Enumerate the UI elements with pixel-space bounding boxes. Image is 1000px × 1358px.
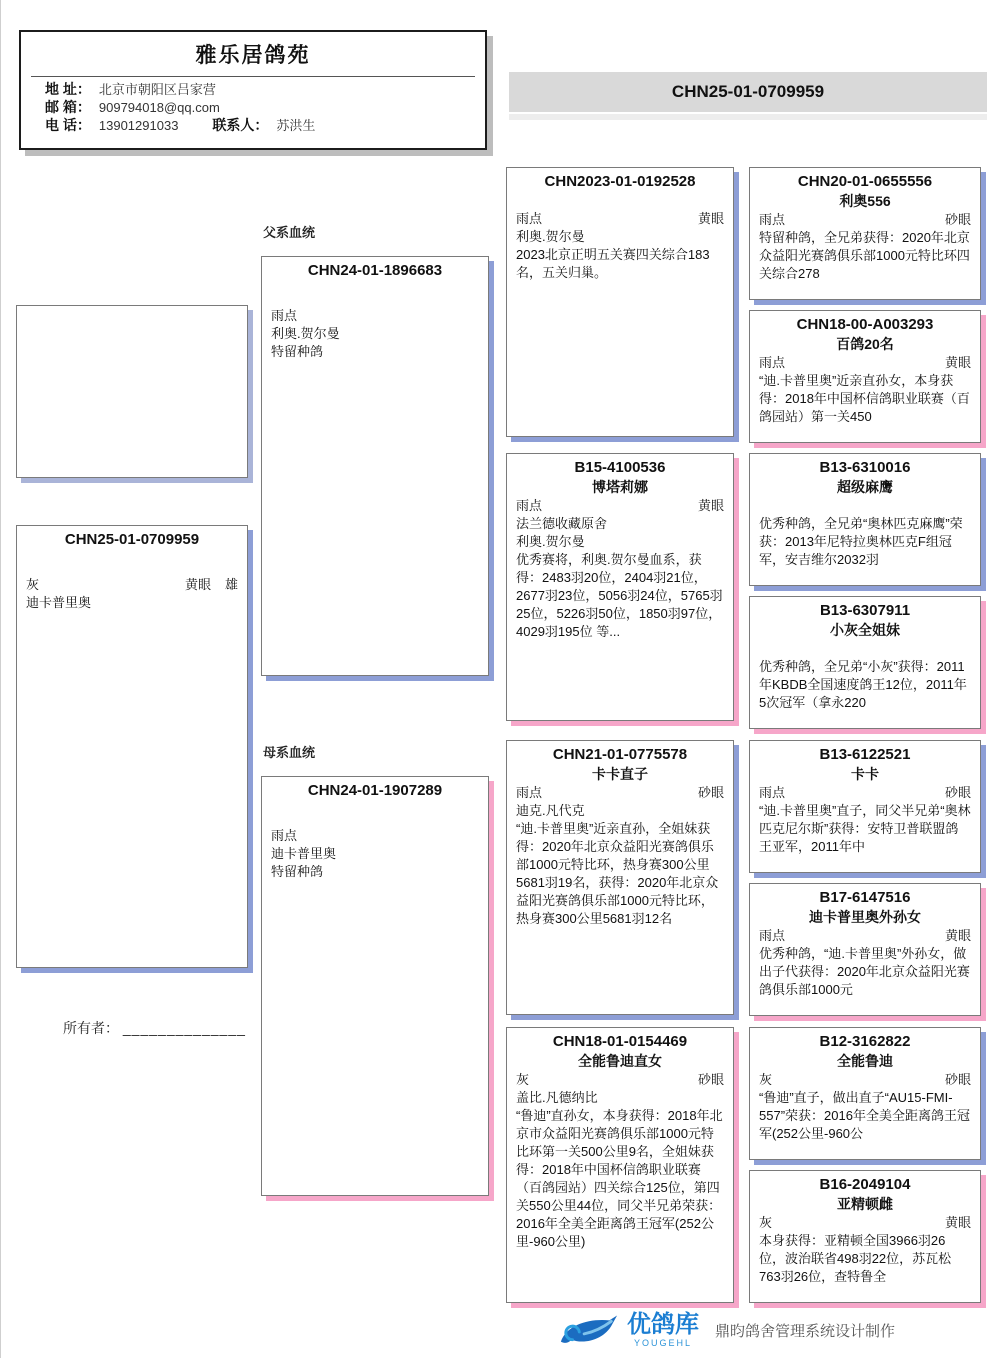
logo-name-en: YOUGEHL (633, 1337, 692, 1348)
ring-number: CHN20-01-0655556 (797, 173, 933, 190)
grandsire-paternal-card (506, 167, 734, 437)
ring-number: B16-2049104 (819, 1176, 911, 1193)
father-strain: 利奥.贺尔曼 (271, 326, 340, 341)
pigeon-name: 迪卡普里奥外孙女 (809, 909, 921, 925)
father-card (261, 256, 489, 676)
results-line: “迪.卡普里奥”近亲直孙，全姐妹获得：2020年北京众益阳光赛鸽俱乐部1000元特比环，热身赛300公里5681羽19名，获得：2020年北京众益阳光赛鸽俱乐部1000元特比环，热身赛300公里5681羽12名 (516, 821, 719, 926)
results-line: 特留种鸽，全兄弟获得：2020年北京众益阳光赛鸽俱乐部1000元特比环四关综合278 (759, 230, 970, 281)
header-divider (31, 76, 475, 77)
color-eye-row (759, 211, 971, 229)
color-value: 雨点 (516, 498, 543, 513)
color-eye-row (759, 1071, 971, 1089)
email-label: 邮 箱： (45, 99, 91, 115)
ring-number: B13-6310016 (819, 459, 911, 476)
address-row (21, 81, 485, 99)
pigeon-name: 博塔莉娜 (592, 479, 648, 495)
contact-label: 联系人： (212, 117, 269, 133)
phone-value: 13901291033 (98, 118, 179, 133)
ring-number: CHN18-01-0154469 (552, 1033, 688, 1050)
results-line: 本身获得：亚精顿全国3966羽26位，波治联省498羽22位，苏瓦松763羽26位，查特鲁全 (759, 1233, 952, 1284)
credit-text: 鼎昀鸽舍管理系统设计制作 (715, 1322, 896, 1340)
eye-value: 砂眼 (697, 785, 724, 800)
loft-header-card (19, 30, 487, 150)
eye-value: 砂眼 (944, 212, 971, 227)
phone-label: 电 话： (45, 117, 91, 133)
spacer (271, 281, 479, 307)
pigeon-name: 卡卡 (851, 766, 879, 782)
results-line: “迪.卡普里奥”直子，同父半兄弟“奥林匹克尼尔斯”获得：安特卫普联盟鸽王亚军，2011年中 (759, 803, 971, 854)
results-line: 优秀种鸽，“迪.卡普里奥”外孙女，做出子代获得：2020年北京众益阳光赛鸽俱乐部1000元 (759, 946, 970, 997)
eye-value: 砂眼 (697, 1072, 724, 1087)
father-color-eye-row (271, 307, 479, 325)
owner-line (63, 1018, 246, 1038)
eye-value: 砂眼 (944, 785, 971, 800)
color-eye-row (759, 640, 971, 658)
strain-line: 利奥.贺尔曼 (516, 229, 585, 244)
pigeon-name: 卡卡直子 (592, 766, 648, 782)
pigeon-name: 全能鲁迪直女 (578, 1053, 662, 1069)
contact-value: 苏洪生 (276, 118, 316, 133)
subject-strain: 迪卡普里奥 (26, 595, 92, 610)
color-value: 灰 (759, 1215, 773, 1230)
subject-sex: 雄 (224, 577, 238, 592)
color-eye-row (759, 784, 971, 802)
ring-title-bar-strip (509, 114, 987, 120)
address-label: 地 址： (45, 81, 91, 97)
ring-number: B17-6147516 (819, 889, 911, 906)
ring-number: CHN2023-01-0192528 (544, 173, 696, 190)
results-line: “迪.卡普里奥”近亲直孙女，本身获得：2018年中国杯信鸽职业联赛（百鸽园站）第一关450 (759, 373, 970, 424)
results-line: 优秀种鸽，全兄弟“小灰”获得：2011年KBDB全国速度鸽王12位，2011年5次冠军（拿永220 (759, 659, 967, 710)
ring-number: B12-3162822 (819, 1033, 911, 1050)
color-eye-row (516, 210, 724, 228)
strain-line: 盖比.凡德纳比 (516, 1090, 598, 1105)
spacer (271, 801, 479, 827)
pigeon-name: 超级麻鹰 (837, 479, 893, 495)
footer (557, 1310, 987, 1350)
great-grandparent-card-8 (749, 1170, 981, 1303)
ring-number: CHN21-01-0775578 (552, 746, 688, 763)
yougeku-logo-icon (557, 1310, 619, 1350)
eye-value: 黄眼 (944, 928, 971, 943)
color-value: 雨点 (759, 212, 786, 227)
mother-color: 雨点 (271, 828, 298, 843)
mother-color-eye-row (271, 827, 479, 845)
color-value: 灰 (759, 1072, 773, 1087)
ring-number: B13-6307911 (819, 602, 911, 619)
strain-line: 迪克.凡代克 (516, 803, 585, 818)
ring-number: B15-4100536 (574, 459, 666, 476)
father-note: 特留种鸽 (271, 344, 324, 359)
pigeon-name: 百鸽20名 (836, 336, 894, 352)
color-eye-row (759, 497, 971, 515)
color-eye-row (516, 784, 724, 802)
owner-blank: ______________ (122, 1020, 246, 1036)
color-value: 雨点 (759, 355, 786, 370)
color-value: 雨点 (759, 928, 786, 943)
color-eye-row (759, 927, 971, 945)
phone-row (21, 117, 485, 135)
color-eye-row (759, 1214, 971, 1232)
logo-name-cn: 优鸽库 (627, 1310, 699, 1338)
strain-line: 利奥.贺尔曼 (516, 534, 585, 549)
spacer (26, 550, 238, 576)
email-row (21, 99, 485, 117)
paternal-section-label: 父系血统 (263, 225, 316, 240)
photo-placeholder-box (16, 305, 248, 478)
email-value: 909794018@qq.com (98, 100, 220, 115)
great-grandparent-card-4 (749, 596, 981, 729)
color-eye-row (516, 1071, 724, 1089)
subject-eye: 黄眼 (184, 577, 211, 592)
great-grandparent-card-6 (749, 883, 981, 1016)
father-ring: CHN24-01-1896683 (307, 262, 443, 279)
logo-text-block (627, 1310, 699, 1348)
color-eye-row (759, 354, 971, 372)
eye-value: 黄眼 (944, 1215, 971, 1230)
color-eye-row (516, 497, 724, 515)
great-grandparent-card-5 (749, 740, 981, 873)
granddam-maternal-card (506, 1027, 734, 1303)
color-value: 雨点 (516, 211, 543, 226)
subject-color: 灰 (26, 577, 40, 592)
mother-strain: 迪卡普里奥 (271, 846, 337, 861)
eye-value: 砂眼 (944, 1072, 971, 1087)
pigeon-name: 全能鲁迪 (837, 1053, 893, 1069)
mother-note: 特留种鸽 (271, 864, 324, 879)
eye-value: 黄眼 (697, 211, 724, 226)
color-value: 雨点 (516, 785, 543, 800)
ring-title-bar: CHN25-01-0709959 (509, 72, 987, 112)
color-value: 灰 (516, 1072, 530, 1087)
owner-label: 所有者： (63, 1020, 119, 1036)
father-color: 雨点 (271, 308, 298, 323)
ring-number: B13-6122521 (819, 746, 911, 763)
results-line: “鲁迪”直孙女，本身获得：2018年北京市众益阳光赛鸽俱乐部1000元特比环第一关500公里9名，全姐妹获得：2018年中国杯信鸽职业联赛（百鸽园站）四关综合125位，第四关550公里44位，同父半兄弟荣获：2016年全美全距离鸽王冠军(252公里-960公里) (516, 1108, 723, 1249)
great-grandparent-card-2 (749, 310, 981, 443)
results-line: 2023北京正明五关赛四关综合183名，五关归巢。 (516, 247, 710, 280)
eye-value: 黄眼 (697, 498, 724, 513)
ring-number: CHN18-00-A003293 (796, 316, 934, 333)
great-grandparent-card-1 (749, 167, 981, 300)
results-line: 优秀种鸽，全兄弟“奥林匹克麻鹰”荣获：2013年尼特拉奥林匹克F组冠军，安吉维尔2032羽 (759, 516, 963, 567)
loft-name: 雅乐居鸽苑 (195, 44, 311, 67)
pigeon-name: 亚精顿雌 (837, 1196, 893, 1212)
eye-value: 黄眼 (944, 355, 971, 370)
results-line: 优秀赛将，利奥.贺尔曼血系，获得：2483羽20位，2404羽21位，2677羽23位，5056羽24位，5765羽25位，5226羽50位，1850羽97位，4029羽195位 等... (516, 552, 723, 639)
spacer (516, 192, 724, 210)
subject-ring: CHN25-01-0709959 (64, 531, 200, 548)
mother-card (261, 776, 489, 1196)
mother-ring: CHN24-01-1907289 (307, 782, 443, 799)
maternal-section-label: 母系血统 (263, 745, 316, 760)
pigeon-name: 利奥556 (839, 193, 891, 209)
origin-line: 法兰德收藏原舍 (516, 516, 608, 531)
color-value: 雨点 (759, 785, 786, 800)
great-grandparent-card-7 (749, 1027, 981, 1160)
results-line: “鲁迪”直子，做出直子“AU15-FMI-557”荣获：2016年全美全距离鸽王冠军(252公里-960公 (759, 1090, 970, 1141)
subject-card (16, 525, 248, 968)
address-value: 北京市朝阳区吕家营 (98, 82, 216, 97)
pigeon-name: 小灰全姐妹 (830, 622, 900, 638)
grandsire-maternal-card (506, 740, 734, 1015)
great-grandparent-card-3 (749, 453, 981, 586)
granddam-paternal-card (506, 453, 734, 721)
subject-color-eye-row (26, 576, 238, 594)
